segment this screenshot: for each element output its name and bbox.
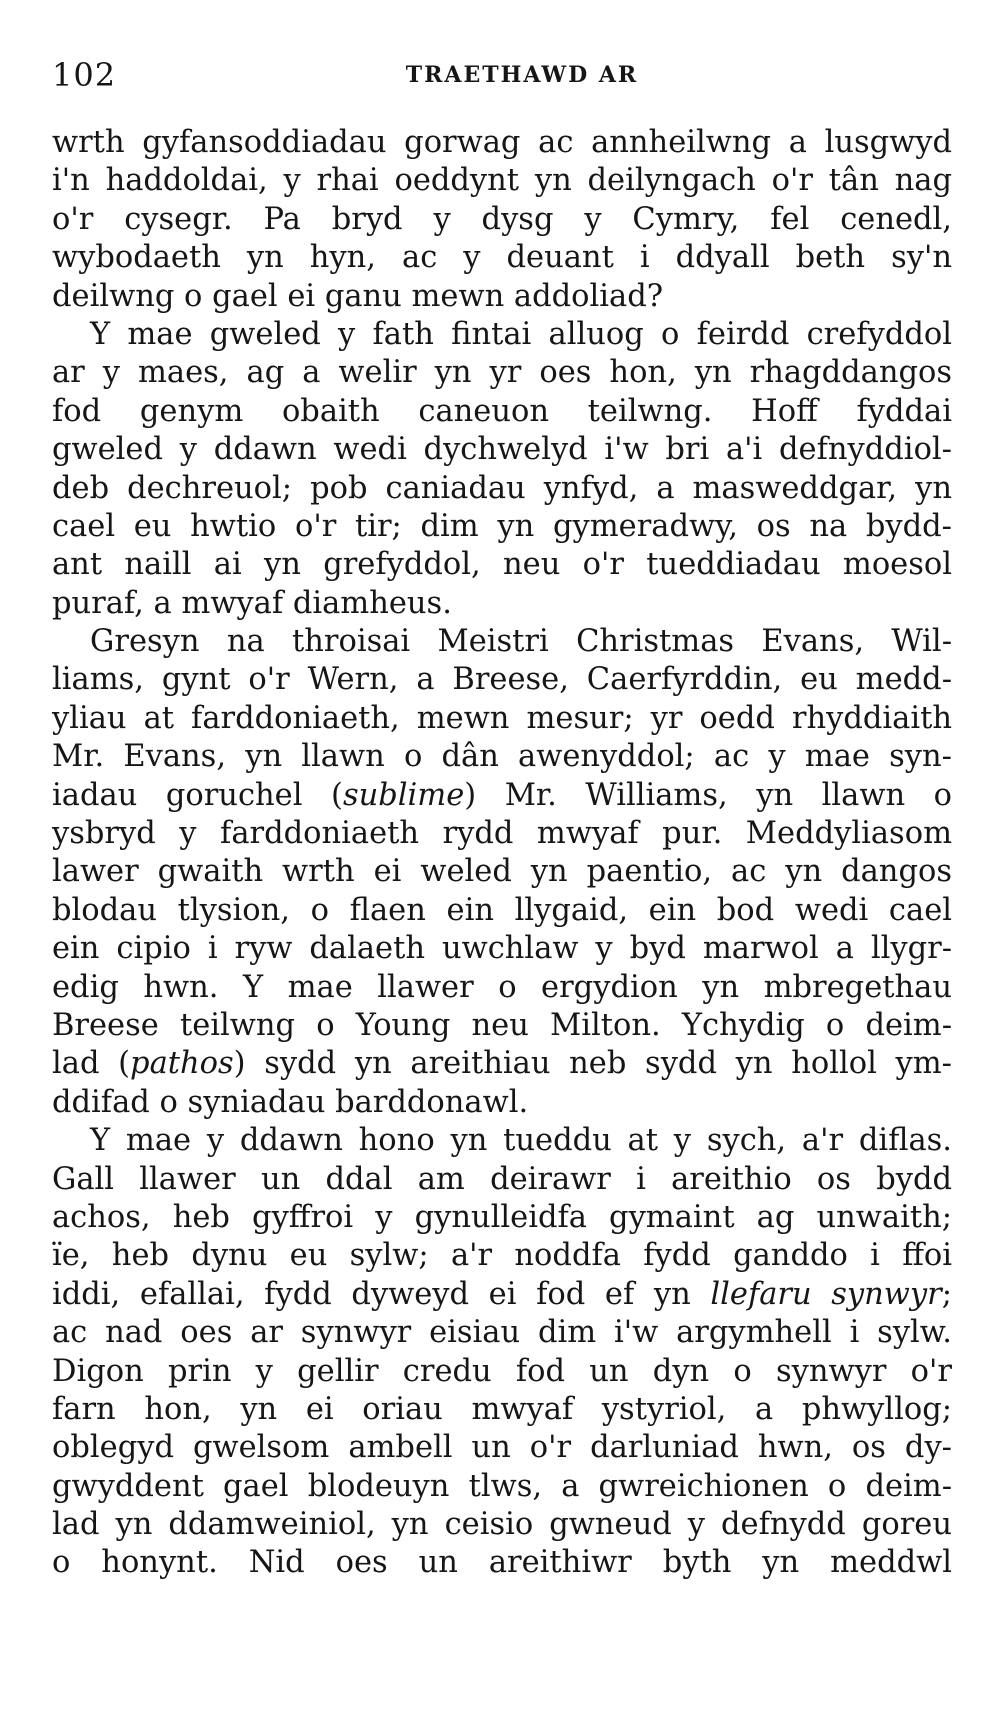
body-text: [52, 124, 952, 1583]
italic-term: llefaru synwyr: [710, 1276, 942, 1312]
text-line: o honynt. Nid oes un areithiwr byth yn meddwl: [52, 1545, 952, 1581]
text-line: wrth gyfansoddiadau gorwag ac annheilwng a lusgwyd: [52, 125, 952, 160]
text-line: o'r cysegr. Pa bryd y dysg y Cymry, fel cenedl,: [52, 201, 952, 237]
text-line: wybodaeth yn hyn, ac y deuant i ddyall beth sy'n: [52, 240, 952, 276]
text-line: fod genym obaith caneuon teilwng. Hoff fyddai: [52, 393, 952, 429]
text-line: ein cipio i ryw dalaeth uwchlaw y byd marwol a llygr-: [52, 931, 952, 967]
italic-term: sublime: [342, 777, 465, 813]
text-line: puraf, a mwyaf diamheus.: [52, 585, 452, 621]
text-line: ysbryd y farddoniaeth rydd mwyaf pur. Meddyliasom: [52, 816, 952, 852]
text-line: farn hon, yn ei oriau mwyaf ystyriol, a phwyllog;: [52, 1391, 952, 1427]
text-line: gweled y ddawn wedi dychwelyd i'w bri a'i defnyddiol-: [52, 432, 952, 468]
paragraph-start-line: Y mae gweled y fath fintai alluog o feirdd crefyddol: [90, 316, 952, 352]
text-line: lad yn ddamweiniol, yn ceisio gwneud y defnydd goreu: [52, 1507, 952, 1543]
text-line: i'n haddoldai, y rhai oeddynt yn deilyngach o'r tân nag: [52, 163, 952, 199]
running-title: TRAETHAWD AR: [405, 62, 639, 88]
text-line: gwyddent gael blodeuyn tlws, a gwreichionen o deim-: [52, 1468, 952, 1504]
text-line: ddifad o syniadau barddonawl.: [52, 1084, 529, 1120]
text-line: lawer gwaith wrth ei weled yn paentio, ac yn dangos: [52, 854, 952, 890]
text-line: blodau tlysion, o flaen ein llygaid, ein bod wedi cael: [52, 892, 952, 928]
text-line: liams, gynt o'r Wern, a Breese, Caerfyrddin, eu medd-: [52, 662, 952, 698]
text-line: deilwng o gael ei ganu mewn addoliad?: [52, 278, 664, 314]
text-line: achos, heb gyffroi y gynulleidfa gymaint ag unwaith;: [52, 1199, 952, 1235]
text-line: Mr. Evans, yn llawn o dân awenyddol; ac y mae syn-: [52, 739, 952, 775]
text-line: Breese teilwng o Young neu Milton. Ychydig o deim-: [52, 1007, 952, 1043]
text-line: yliau at farddoniaeth, mewn mesur; yr oedd rhyddiaith: [52, 700, 952, 736]
text-line: cael eu hwtio o'r tir; dim yn gymeradwy, os na bydd-: [52, 508, 952, 544]
text-line: iadau goruchel (sublime) Mr. Williams, yn llawn o: [52, 777, 953, 813]
text-line: ant naill ai yn grefyddol, neu o'r tueddiadau moesol: [52, 547, 952, 583]
paragraph-start-line: Gresyn na throisai Meistri Christmas Evans, Wil-: [90, 624, 952, 660]
text-line: oblegyd gwelsom ambell un o'r darluniad hwn, os dy-: [52, 1430, 952, 1466]
text-line: iddi, efallai, fydd dyweyd ei fod ef yn llefaru synwyr;: [52, 1276, 952, 1312]
text-line: ar y maes, ag a welir yn yr oes hon, yn rhagddangos: [52, 355, 952, 391]
running-head: [52, 56, 952, 96]
text-line: lad (pathos) sydd yn areithiau neb sydd yn hollol ym-: [52, 1046, 952, 1082]
text-line: ac nad oes ar synwyr eisiau dim i'w argymhell i sylw.: [52, 1315, 952, 1351]
paragraph-start-line: Y mae y ddawn hono yn tueddu at y sych, a'r diflas.: [90, 1123, 952, 1159]
text-line: deb dechreuol; pob caniadau ynfyd, a masweddgar, yn: [52, 470, 952, 506]
text-line: Gall llawer un ddal am deirawr i areithio os bydd: [52, 1161, 952, 1197]
italic-term: pathos: [130, 1046, 234, 1082]
text-line: Digon prin y gellir credu fod un dyn o synwyr o'r: [52, 1353, 952, 1389]
page-number: 102: [52, 56, 117, 94]
text-line: ïe, heb dynu eu sylw; a'r noddfa fydd ganddo i ffoi: [52, 1238, 952, 1274]
text-line: edig hwn. Y mae llawer o ergydion yn mbregethau: [52, 969, 952, 1005]
